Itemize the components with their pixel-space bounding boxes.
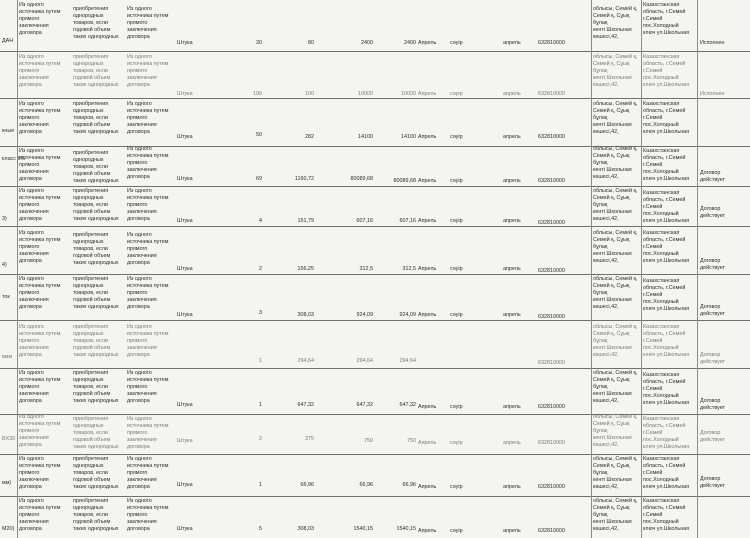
procurement-basis: приобретения однородных товаров, если годовой объем таких однородных <box>73 54 119 88</box>
procurement-basis: приобретения однородных товаров, если годовой объем таких однородных <box>73 370 119 404</box>
month-ru-2: апрель <box>503 404 521 410</box>
row-divider <box>0 454 750 455</box>
month-ru-2: апрель <box>503 40 521 46</box>
quantity: 2 <box>259 266 262 272</box>
procurement-basis: приобретения однородных товаров, если годовой объем таких однородных <box>73 416 119 450</box>
quantity: 69 <box>256 176 262 182</box>
table-row <box>0 274 750 320</box>
sum-total: 647,32 <box>399 402 416 408</box>
address-ru: Казахстанская область, г.Семей г.Семей пос.Холодный ключ ул.Школьная <box>643 190 690 224</box>
procurement-basis: приобретения однородных товаров, если годовой объем таких однородных <box>73 6 119 40</box>
sum-total: 312,5 <box>402 266 416 272</box>
procurement-method-2: Из одного источника путем прямого заключения договора <box>127 498 169 532</box>
kato-code: 632810000 <box>538 528 565 534</box>
month-ru: Апрель <box>418 528 437 534</box>
status: Договор действует <box>700 170 725 183</box>
row-left-fragment: вмм <box>2 354 13 360</box>
unit: Штука <box>177 134 193 140</box>
month-kz: сәуір <box>450 312 463 318</box>
sum-planned: 66,96 <box>359 482 373 488</box>
status: Договор действует <box>700 398 725 411</box>
kato-code: 632810000 <box>538 220 565 226</box>
address-ru: Казахстанская область, г.Семей г.Семей пос.Холодный ключ ул.Школьная <box>643 498 690 532</box>
address-kz: облысы, Семей қ, Семей қ, Сұық бұлақ кенті Школьная көшесі,42, <box>593 101 638 135</box>
month-kz: сәуір <box>450 404 463 410</box>
unit-price: 294,64 <box>297 358 314 364</box>
sum-planned: 80089,68 <box>350 176 373 182</box>
month-ru: Апрель <box>418 404 437 410</box>
month-ru: Апрель <box>418 134 437 140</box>
procurement-method-2: Из одного источника путем прямого заключения договора <box>127 188 169 222</box>
status: Исполнен <box>700 91 725 97</box>
address-ru: Казахстанская область, г.Семей г.Семей пос.Холодный ключ ул.Школьная <box>643 324 690 358</box>
unit-price: 100 <box>305 91 314 97</box>
month-kz: сәуір <box>450 178 463 184</box>
address-kz: облысы, Семей қ, Семей қ, Сұық бұлақ кенті Школьная көшесі,42, <box>593 6 638 40</box>
status: Договор действует <box>700 476 725 489</box>
kato-code: 632810000 <box>538 314 565 320</box>
address-ru: Казахстанская область, г.Семей г.Семей пос.Холодный ключ ул.Школьная <box>643 2 690 36</box>
procurement-method: Из одного источника путем прямого заключения договора <box>19 370 61 404</box>
sum-total: 607,16 <box>399 218 416 224</box>
row-divider <box>0 320 750 321</box>
status: Договор действует <box>700 430 725 443</box>
month-ru-2: апрель <box>503 312 521 318</box>
sum-planned: 294,64 <box>356 358 373 364</box>
unit: Штука <box>177 312 193 318</box>
procurement-method-2: Из одного источника путем прямого заключения договора <box>127 456 169 490</box>
procurement-method: Из одного источника путем прямого заключения договора <box>19 230 61 264</box>
sum-planned: 924,09 <box>356 312 373 318</box>
month-ru-2: апрель <box>503 91 521 97</box>
row-left-fragment: мм) <box>2 480 12 486</box>
status: Договор действует <box>700 206 725 219</box>
procurement-method-2: Из одного источника путем прямого заключения договора <box>127 324 169 358</box>
sum-planned: 10000 <box>358 91 373 97</box>
month-kz: сәуір <box>450 134 463 140</box>
sum-total: 294,64 <box>399 358 416 364</box>
row-left-fragment: ДАН <box>2 38 14 44</box>
month-kz: сәуір <box>450 484 463 490</box>
month-ru-2: апрель <box>503 440 521 446</box>
quantity: 1 <box>259 482 262 488</box>
sum-total: 66,96 <box>402 482 416 488</box>
month-kz: сәуір <box>450 40 463 46</box>
unit: Штука <box>177 218 193 224</box>
month-ru: Апрель <box>418 312 437 318</box>
month-kz: сәуір <box>450 218 463 224</box>
address-kz: облысы, Семей қ, Семей қ, Сұық бұлақ кенті Школьная көшесі,42, <box>593 456 638 490</box>
address-kz: облысы, Семей қ, Семей қ, Сұық бұлақ кенті Школьная көшесі,42, <box>593 276 638 310</box>
month-ru-2: апрель <box>503 218 521 224</box>
unit: Штука <box>177 526 193 532</box>
procurement-basis: приобретения однородных товаров, если годовой объем таких однородных <box>73 498 119 532</box>
procurement-basis: приобретения однородных товаров, если годовой объем таких однородных <box>73 324 119 358</box>
quantity: 3 <box>259 310 262 316</box>
table-row <box>0 320 750 368</box>
row-left-fragment: класс 6% <box>2 156 26 162</box>
unit-price: 1160,72 <box>294 176 314 182</box>
quantity: 50 <box>256 132 262 138</box>
kato-code: 632810000 <box>538 440 565 446</box>
procurement-method: Из одного источника путем прямого заключения договора <box>19 101 61 135</box>
table-row <box>0 226 750 274</box>
address-kz: облысы, Семей қ, Семей қ, Сұық бұлақ кенті Школьная көшесі,42, <box>593 54 638 88</box>
sum-total: 2400 <box>404 40 416 46</box>
address-ru: Казахстанская область, г.Семей г.Семей пос.Холодный ключ ул.Школьная <box>643 54 690 88</box>
procurement-method-2: Из одного источника путем прямого заключения договора <box>127 54 169 88</box>
address-ru: Казахстанская область, г.Семей г.Семей пос.Холодный ключ ул.Школьная <box>643 416 690 450</box>
quantity: 5 <box>259 526 262 532</box>
sum-planned: 750 <box>364 438 373 444</box>
table-row <box>0 186 750 226</box>
table-row <box>0 146 750 186</box>
address-kz: облысы, Семей қ, Семей қ, Сұық бұлақ кенті Школьная көшесі,42, <box>593 230 638 264</box>
procurement-method-2: Из одного источника путем прямого заключения договора <box>127 416 169 450</box>
unit-price: 375 <box>305 436 314 442</box>
unit: Штука <box>177 482 193 488</box>
kato-code: 632810000 <box>538 268 565 274</box>
kato-code: 632810000 <box>538 178 565 184</box>
quantity: 1 <box>259 358 262 364</box>
procurement-method: Из одного источника путем прямого заключения договора <box>19 2 61 36</box>
unit: Штука <box>177 40 193 46</box>
procurement-method-2: Из одного источника путем прямого заключения договора <box>127 101 169 135</box>
address-kz: облысы, Семей қ, Семей қ, Сұық бұлақ кенті Школьная көшесі,42, <box>593 324 638 358</box>
procurement-method-2: Из одного источника путем прямого заключения договора <box>127 6 169 40</box>
row-divider <box>0 51 750 52</box>
status: Договор действует <box>700 258 725 271</box>
column-divider <box>17 0 18 538</box>
month-ru-2: апрель <box>503 528 521 534</box>
status: Исполнен <box>700 40 725 46</box>
procurement-basis: приобретения однородных товаров, если годовой объем таких однородных <box>73 150 119 184</box>
unit-price: 156,25 <box>297 266 314 272</box>
procurement-method: Из одного источника путем прямого заключения договора <box>19 456 61 490</box>
unit-price: 66,96 <box>300 482 314 488</box>
row-divider <box>0 496 750 497</box>
month-ru: Апрель <box>418 440 437 446</box>
sum-total: 80089,68 <box>393 178 416 184</box>
address-ru: Казахстанская область, г.Семей г.Семей пос.Холодный ключ ул.Школьная <box>643 101 690 135</box>
month-kz: сәуір <box>450 528 463 534</box>
kato-code: 632810000 <box>538 404 565 410</box>
row-divider <box>0 368 750 369</box>
status: Договор действует <box>700 352 725 365</box>
address-kz: облысы, Семей қ, Семей қ, Сұық бұлақ кенті Школьная көшесі,42, <box>593 498 638 532</box>
table-row <box>0 51 750 97</box>
procurement-method: Из одного источника путем прямого заключения договора <box>19 324 61 358</box>
address-kz: облысы, Семей қ, Семей қ, Сұық бұлақ кенті Школьная көшесі,42, <box>593 414 638 448</box>
sum-planned: 607,16 <box>356 218 373 224</box>
row-divider <box>0 186 750 187</box>
sum-total: 1540,15 <box>396 526 416 532</box>
sum-total: 14100 <box>401 134 416 140</box>
sum-planned: 1540,15 <box>353 526 373 532</box>
month-ru: Апрель <box>418 484 437 490</box>
column-divider <box>641 0 642 538</box>
address-ru: Казахстанская область, г.Семей г.Семей пос.Холодный ключ ул.Школьная <box>643 456 690 490</box>
unit-price: 80 <box>308 40 314 46</box>
address-kz: облысы, Семей қ, Семей қ, Сұық бұлақ кенті Школьная көшесі,42, <box>593 188 638 222</box>
procurement-method-2: Из одного источника путем прямого заключения договора <box>127 146 169 180</box>
procurement-method: Из одного источника путем прямого заключения договора <box>19 54 61 88</box>
row-left-fragment: 4) <box>2 262 7 268</box>
sum-total: 924,09 <box>399 312 416 318</box>
kato-code: 632810000 <box>538 134 565 140</box>
sum-planned: 2400 <box>361 40 373 46</box>
procurement-method: Из одного источника путем прямого заключения договора <box>19 414 61 448</box>
table-row <box>0 454 750 496</box>
row-left-fragment: 3) <box>2 216 7 222</box>
address-ru: Казахстанская область, г.Семей г.Семей пос.Холодный ключ ул.Школьная <box>643 230 690 264</box>
unit: Штука <box>177 438 193 444</box>
quantity: 2 <box>259 436 262 442</box>
month-kz: сәуір <box>450 266 463 272</box>
month-ru: Апрель <box>418 218 437 224</box>
table-row <box>0 496 750 538</box>
kato-code: 632810000 <box>538 484 565 490</box>
unit-price: 308,03 <box>297 312 314 318</box>
row-left-fragment: M20) <box>2 526 15 532</box>
row-left-fragment: ток <box>2 294 10 300</box>
kato-code: 632810000 <box>538 360 565 366</box>
procurement-basis: приобретения однородных товаров, если годовой объем таких однородных <box>73 276 119 310</box>
procurement-method: Из одного источника путем прямого заключения договора <box>19 498 61 532</box>
month-ru: Апрель <box>418 266 437 272</box>
column-divider <box>591 0 592 538</box>
row-left-fragment: кные <box>2 128 15 134</box>
procurement-method: Из одного источника путем прямого заключения договора <box>19 276 61 310</box>
address-kz: облысы, Семей қ, Семей қ, Сұық бұлақ кенті Школьная көшесі,42, <box>593 146 638 180</box>
row-divider <box>0 98 750 99</box>
month-kz: сәуір <box>450 440 463 446</box>
address-ru: Казахстанская область, г.Семей г.Семей пос.Холодный ключ ул.Школьная <box>643 372 690 406</box>
month-ru: Апрель <box>418 91 437 97</box>
unit-price: 647,32 <box>297 402 314 408</box>
month-ru-2: апрель <box>503 134 521 140</box>
table-row <box>0 368 750 414</box>
procurement-basis: приобретения однородных товаров, если годовой объем таких однородных <box>73 188 119 222</box>
sum-planned: 312,5 <box>359 266 373 272</box>
unit: Штука <box>177 176 193 182</box>
procurement-basis: приобретения однородных товаров, если годовой объем таких однородных <box>73 232 119 266</box>
column-divider <box>697 0 698 538</box>
sum-planned: 14100 <box>358 134 373 140</box>
address-kz: облысы, Семей қ, Семей қ, Сұық бұлақ кенті Школьная көшесі,42, <box>593 370 638 404</box>
row-divider <box>0 274 750 275</box>
quantity: 4 <box>259 218 262 224</box>
unit-price: 308,03 <box>297 526 314 532</box>
procurement-basis: приобретения однородных товаров, если годовой объем таких однородных <box>73 456 119 490</box>
month-kz: сәуір <box>450 91 463 97</box>
row-left-fragment: BX30 <box>2 436 16 442</box>
unit-price: 151,79 <box>297 218 314 224</box>
month-ru-2: апрель <box>503 484 521 490</box>
row-divider <box>0 226 750 227</box>
procurement-method: Из одного источника путем прямого заключения договора <box>19 188 61 222</box>
month-ru-2: апрель <box>503 178 521 184</box>
month-ru: Апрель <box>418 178 437 184</box>
quantity: 30 <box>256 40 262 46</box>
procurement-method-2: Из одного источника путем прямого заключения договора <box>127 232 169 266</box>
address-ru: Казахстанская область, г.Семей г.Семей пос.Холодный ключ ул.Школьная <box>643 148 690 182</box>
month-ru: Апрель <box>418 40 437 46</box>
table-row <box>0 0 750 46</box>
unit-price: 282 <box>305 134 314 140</box>
kato-code: 632810000 <box>538 40 565 46</box>
table-row <box>0 414 750 454</box>
unit: Штука <box>177 266 193 272</box>
quantity: 100 <box>253 91 262 97</box>
address-ru: Казахстанская область, г.Семей г.Семей пос.Холодный ключ ул.Школьная <box>643 278 690 312</box>
procurement-method-2: Из одного источника путем прямого заключения договора <box>127 370 169 404</box>
procurement-method-2: Из одного источника путем прямого заключения договора <box>127 276 169 310</box>
procurement-basis: приобретения однородных товаров, если годовой объем таких однородных <box>73 101 119 135</box>
unit: Штука <box>177 91 193 97</box>
unit: Штука <box>177 402 193 408</box>
sum-planned: 647,32 <box>356 402 373 408</box>
status: Договор действует <box>700 304 725 317</box>
quantity: 1 <box>259 402 262 408</box>
sum-total: 750 <box>407 438 416 444</box>
table-row <box>0 98 750 144</box>
kato-code: 632810000 <box>538 91 565 97</box>
procurement-method: Из одного источника путем прямого заключения договора <box>19 148 61 182</box>
month-ru-2: апрель <box>503 266 521 272</box>
sum-total: 10000 <box>401 91 416 97</box>
